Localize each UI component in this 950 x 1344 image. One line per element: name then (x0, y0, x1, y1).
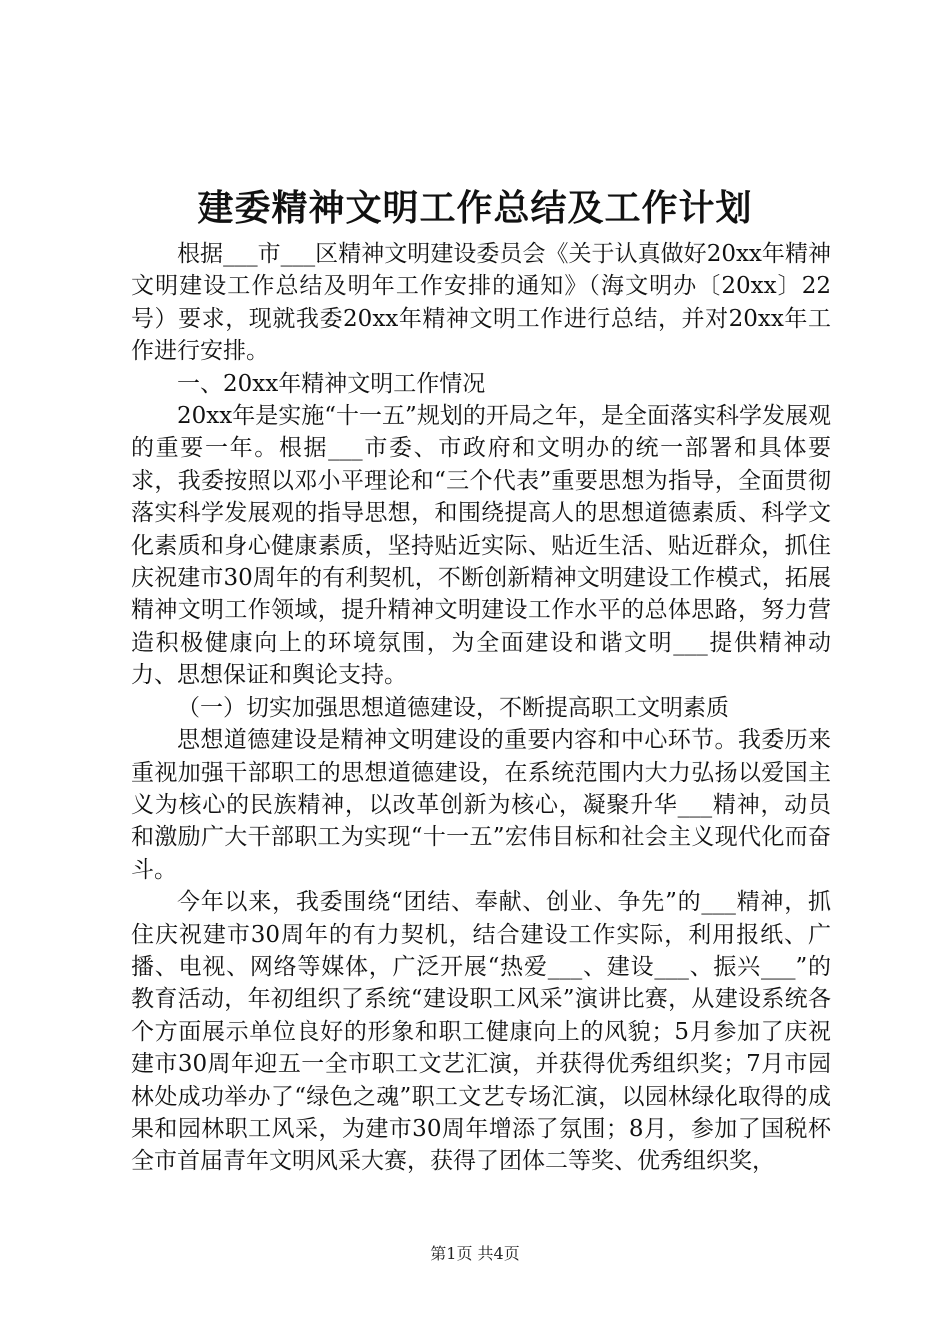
subsection-heading-1: （一）切实加强思想道德建设，不断提高职工文明素质 (177, 694, 729, 721)
paragraph-activities: 今年以来，我委围绕“团结、奉献、创业、争先”的___精神，抓住庆祝建市30周年的有力契机，结合建设工作实际，利用报纸、广播、电视、网络等媒体，广泛开展“热爱___、建设___、振兴___”的教育活动，年初组织了系统“建设职工风采”演讲比赛，从建设系统各个方面展示单位良好的形象和职工健康向上的风貌；5月参加了庆祝建市30周年迎五一全市职工文艺汇演，并获得优秀组织奖；7月市园林处成功举办了“绿色之魂”职工文艺专场汇演，以园林绿化取得的成果和园林职工风采，为建市30周年增添了氛围；8月，参加了国税杯全市首届青年文明风采大赛，获得了团体二等奖、优秀组织奖， (131, 889, 831, 1175)
document-title: 建委精神文明工作总结及工作计划 (197, 187, 753, 229)
paragraph-overview: 20xx年是实施“十一五”规划的开局之年，是全面落实科学发展观的重要一年。根据___市委、市政府和文明办的统一部署和具体要求，我委按照以邓小平理论和“三个代表”重要思想为指导，全面贯彻落实科学发展观的指导思想，和围绕提高人的思想道德素质、科学文化素质和身心健康素质，坚持贴近实际、贴近生活、贴近群众，抓住庆祝建市30周年的有利契机，不断创新精神文明建设工作模式，拓展精神文明工作领域，提升精神文明建设工作水平的总体思路，努力营造积极健康向上的环境氛围，为全面建设和谐文明___提供精神动力、思想保证和舆论支持。 (131, 403, 831, 689)
document-body (131, 238, 831, 1178)
page-footer: 第1页 共4页 (430, 1244, 520, 1263)
section-heading-1: 一、20xx年精神文明工作情况 (177, 370, 486, 397)
paragraph-intro: 根据___市___区精神文明建设委员会《关于认真做好20xx年精神文明建设工作总结及明年工作安排的通知》（海文明办〔20xx〕22号）要求，现就我委20xx年精神文明工作进行总结，并对20xx年工作进行安排。 (131, 241, 831, 365)
paragraph-moral-building: 思想道德建设是精神文明建设的重要内容和中心环节。我委历来重视加强干部职工的思想道德建设，在系统范围内大力弘扬以爱国主义为核心的民族精神，以改革创新为核心，凝聚升华___精神，动员和激励广大干部职工为实现“十一五”宏伟目标和社会主义现代化而奋斗。 (131, 727, 831, 883)
